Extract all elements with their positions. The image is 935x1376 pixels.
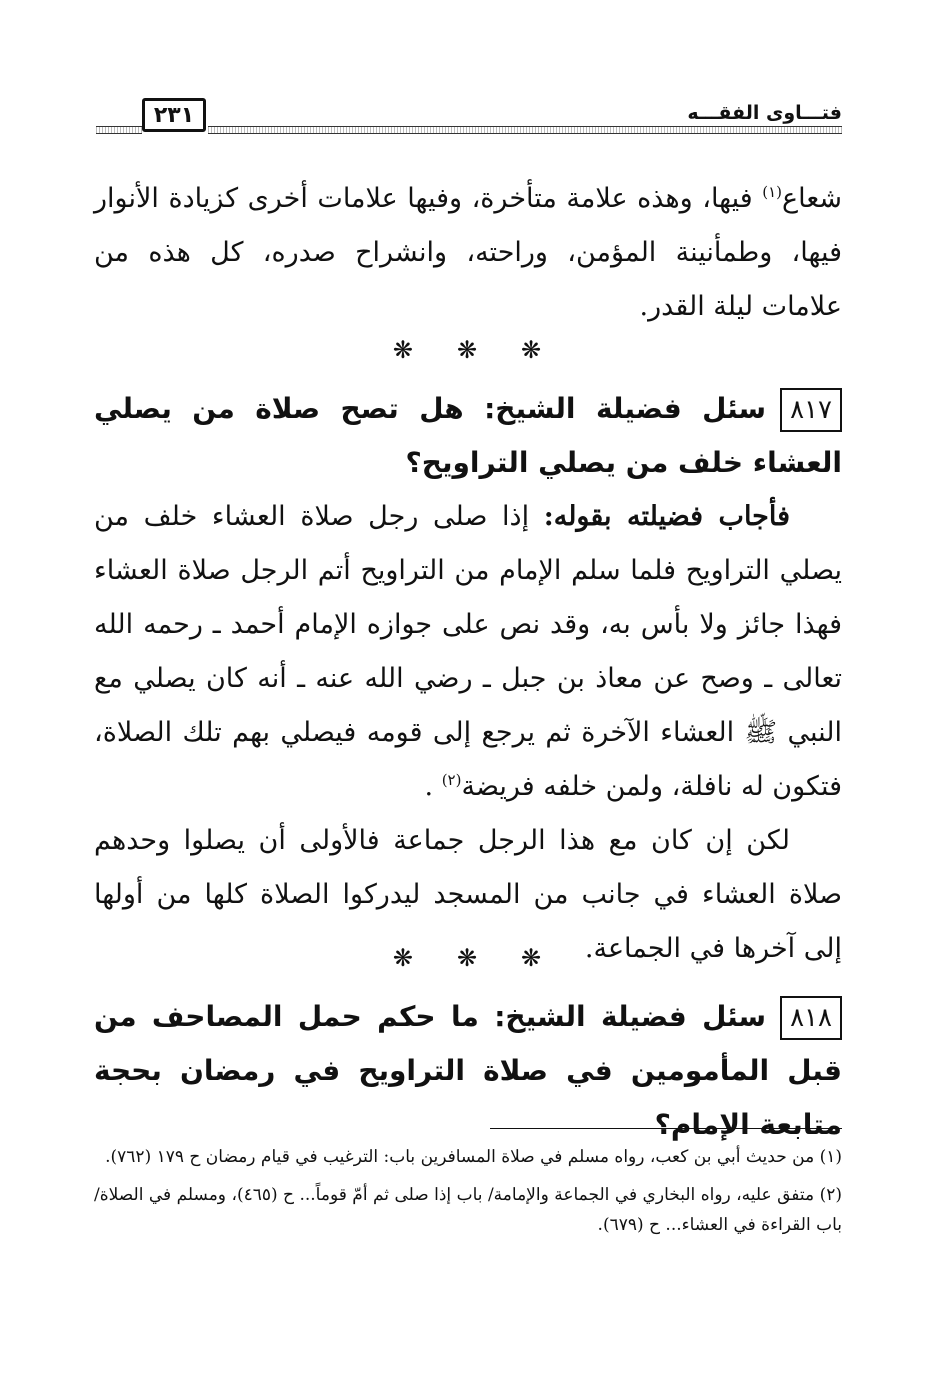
intro-text bbox=[94, 172, 842, 334]
intro-text-a: شعاع bbox=[782, 183, 842, 214]
footnotes bbox=[94, 1142, 842, 1248]
footnote-1: (١) من حديث أبي بن كعب، رواه مسلم في صلاة المسافرين باب: الترغيب في قيام رمضان ح ١٧٩ (٧٦٢). bbox=[105, 1147, 842, 1167]
question-text: سئل فضيلة الشيخ: هل تصح صلاة من يصلي العشاء خلف من يصلي التراويح؟ bbox=[94, 392, 842, 479]
answer-lead: فأجاب فضيلته بقوله: bbox=[543, 501, 790, 532]
asterism-icon: ❋ bbox=[392, 336, 413, 364]
intro-paragraph bbox=[94, 172, 842, 334]
answer-end: . bbox=[424, 771, 442, 802]
asterism-icon: ❋ bbox=[456, 944, 478, 972]
asterism-icon: ❋ bbox=[521, 336, 542, 364]
question-817 bbox=[94, 382, 842, 490]
answer-text-2: لكن إن كان مع هذا الرجل جماعة فالأولى أن يصلوا وحدهم صلاة العشاء في جانب من المسجد ليدركوا الصلاة كلها من أولها إلى آخرها في الجماعة. bbox=[94, 825, 842, 964]
asterism-icon: ❋ bbox=[456, 336, 478, 364]
header-rule-right bbox=[208, 126, 842, 134]
footnote-ref-1: (١) bbox=[762, 183, 782, 201]
answer-paragraph-1 bbox=[94, 490, 842, 814]
asterism-icon: ❋ bbox=[392, 944, 413, 972]
answer-text: إذا صلى رجل صلاة العشاء خلف من يصلي التراويح فلما سلم الإمام من التراويح أتم الرجل صلاة العشاء فهذا جائز ولا بأس به، وقد نص على جوازه الإمام أحمد ـ رحمه الله تعالى ـ وصح عن معاذ بن جبل ـ رضي الله عنه ـ أنه كان يصلي مع النبي ﷺ العشاء الآخرة ثم يرجع إلى قومه فيصلي بهم تلك الصلاة، فتكون له نافلة، ولمن خلفه فريضة bbox=[94, 501, 842, 802]
intro-text-b: فيها، وهذه علامة متأخرة، وفيها علامات أخرى كزيادة الأنوار فيها، وطمأنينة المؤمن، وراحته، وانشراح صدره، كل هذه من علامات ليلة القدر. bbox=[94, 183, 842, 322]
running-title: فتـــاوى الفقـــه bbox=[687, 102, 842, 124]
answer-817 bbox=[94, 490, 842, 976]
footnote-ref-2: (٢) bbox=[441, 771, 462, 789]
header-rule-left bbox=[96, 126, 142, 134]
question-number: ٨١٧ bbox=[780, 388, 842, 432]
footnote-rule bbox=[490, 1128, 842, 1129]
asterism-icon: ❋ bbox=[521, 944, 542, 972]
question-text: سئل فضيلة الشيخ: ما حكم حمل المصاحف من قبل المأمومين في صلاة التراويح في رمضان بحجة متابعة الإمام؟ bbox=[94, 1000, 842, 1141]
section-separator-1 bbox=[93, 336, 841, 364]
section-separator-2 bbox=[93, 944, 841, 972]
page-header bbox=[96, 96, 842, 142]
footnote-2: (٢) متفق عليه، رواه البخاري في الجماعة والإمامة/ باب إذا صلى ثم أمّ قوماً... ح (٤٦٥)، ومسلم في الصلاة/ باب القراءة في العشاء... ح (٦٧٩). bbox=[94, 1185, 842, 1235]
question-number: ٨١٨ bbox=[780, 996, 842, 1040]
page-number: ٢٣١ bbox=[142, 98, 206, 132]
